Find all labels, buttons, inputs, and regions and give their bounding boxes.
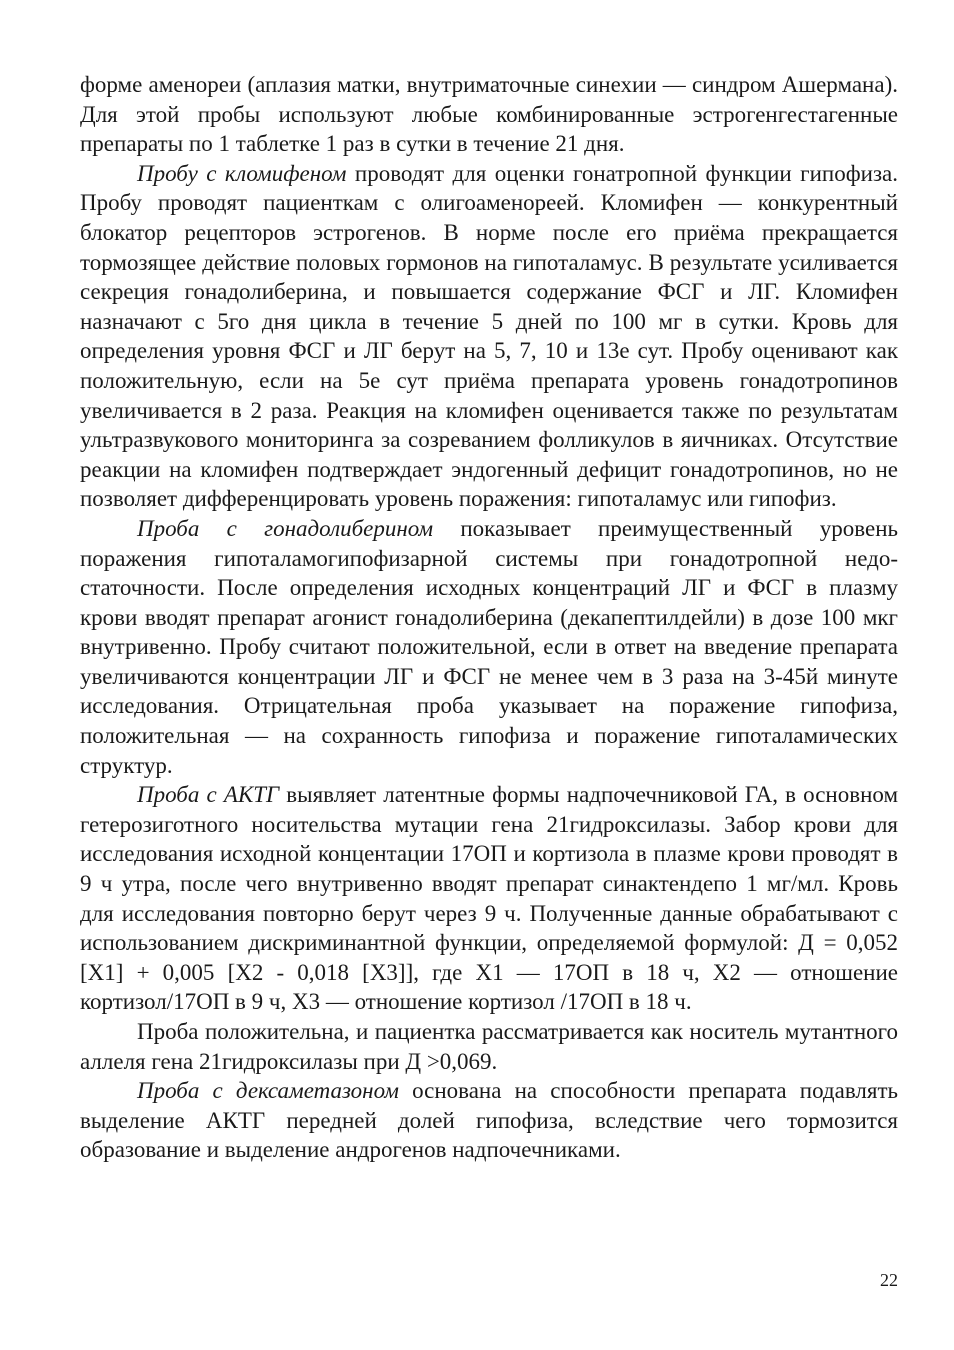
- document-body: [80, 70, 898, 1165]
- paragraph-text: выявляет латентные формы надпочечниковой ГА, в основном гетерозиготного носительства мутации гена 21гидроксилазы. Забор крови для исследования исходной концентации 17ОП и кортизола в плазме крови проводят в 9 ч утра, после чего внутривенно вводят препарат синактендепо 1 мг/мл. Кровь для исследования повторно берут через 9 ч. Полученные данные обрабатывают с использованием дискриминантной функции, определяемой формулой: Д = 0,052 [Х1] + 0,005 [Х2 - 0,018 [Х3]], где Х1 — 17ОП в 18 ч, Х2 — отношение кортизол/17ОП в 9 ч, Х3 — отношение кортизол /17ОП в 18 ч.: [80, 782, 899, 1015]
- paragraph-lead-term: Проба с гонадолиберином: [137, 515, 434, 541]
- paragraph-text: форме аменореи (аплазия матки, внутриматочные синехии — синдром Ашермана). Для этой пробы используют любые комбинированные эстрогенгестагенные препараты по 1 таблетке 1 раз в сутки в течение 21 дня.: [80, 72, 898, 157]
- paragraph-text: показывает преимущественный уровень поражения гипоталамогипофизарной системы при гонадотропной недостаточности. После определения исходных концентраций ЛГ и ФСГ в плазму крови вводят препарат агонист гонадолиберина (декапептилдейли) в дозе 100 мкг внутривенно. Пробу считают положительной, если в ответ на введение препарата увеличиваются концентрации ЛГ и ФСГ не менее чем в 3 раза на 3-45й минуте исследования. Отрицательная проба указывает на поражение гипофиза, положительная — на сохранность гипофиза и поражение гипоталамических структур.: [80, 515, 898, 778]
- paragraph-text: Проба положительна, и пациентка рассматривается как носитель мутантного аллеля гена 21гидроксилазы при Д >0,069.: [80, 1019, 898, 1074]
- paragraph-continuation: [80, 70, 898, 159]
- paragraph-clomiphene-test: [80, 159, 898, 514]
- paragraph-lead-term: Проба с дексаметазоном: [137, 1078, 399, 1104]
- paragraph-text: основана на способности препарата подавлять выделение АКТГ передней долей гипофиза, вследствие чего тормозится образование и выделение андрогенов надпочечниками.: [80, 1078, 898, 1163]
- paragraph-acth-test: [80, 780, 898, 1017]
- paragraph-lead-term: Проба с АКТГ: [137, 782, 280, 808]
- paragraph-dexamethasone-test: [80, 1076, 898, 1165]
- paragraph-acth-result: [80, 1017, 898, 1076]
- paragraph-lead-term: Пробу с кломифеном: [137, 160, 347, 186]
- paragraph-text: проводят для оценки гонатропной функции гипофиза. Пробу проводят пациенткам с олигоаменореей. Кломифен — конкурентный блокатор рецепторов эстрогенов. В норме после его приёма прекращается тормозящее действие половых гормонов на гипоталамус. В результате усиливается секреция гонадолиберина, и повышается содержание ФСГ и ЛГ. Кломифен назначают с 5го дня цикла в течение 5 дней по 100 мг в сутки. Кровь для определения уровня ФСГ и ЛГ берут на 5, 7, 10 и 13е сут. Пробу оценивают как положительную, если на 5е сут приёма препарата уровень гонадотропинов увеличивается в 2 раза. Реакция на кломифен оценивается также по результатам ультразвукового мониторинга за созреванием фолликулов в яичниках. Отсутствие реакции на кломифен подтверждает эндогенный дефицит гонадотропинов, но не позволяет дифференцировать уровень поражения: гипоталамус или гипофиз.: [80, 160, 898, 512]
- paragraph-gonadoliberin-test: [80, 514, 898, 780]
- page-number: 22: [880, 1270, 898, 1290]
